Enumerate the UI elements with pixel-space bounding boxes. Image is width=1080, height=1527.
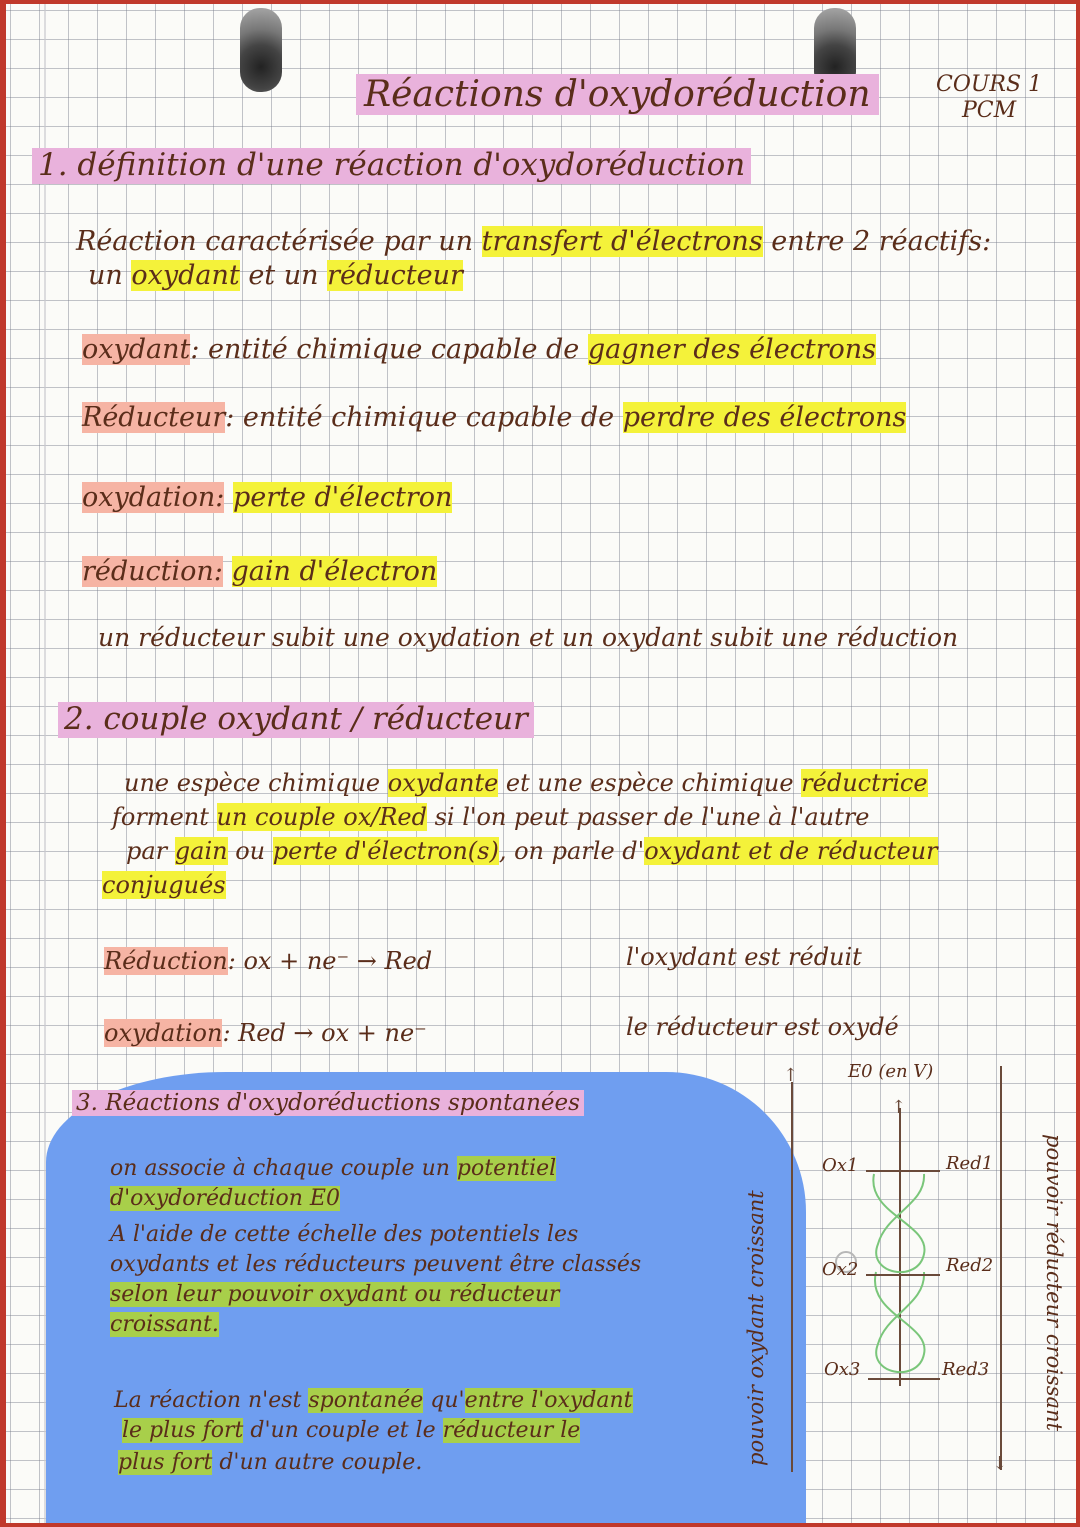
s3-p1-text: on associe à chaque couple un bbox=[110, 1156, 457, 1181]
s2-p1-text-a: une espèce chimique bbox=[124, 769, 388, 797]
s2-p2-text-a: forment bbox=[112, 803, 217, 831]
s3-p7-text-b: qu' bbox=[423, 1388, 465, 1413]
eq-reduction-note: l'oxydant est réduit bbox=[626, 943, 862, 971]
couple1-line bbox=[866, 1170, 940, 1172]
page-title: Réactions d'oxydoréduction bbox=[356, 74, 879, 115]
reducteur-word: réducteur bbox=[327, 260, 463, 291]
diagram-curves bbox=[6, 4, 1076, 1523]
s2-p3-text-c: , on parle d' bbox=[498, 837, 645, 865]
couple2-line bbox=[866, 1274, 940, 1276]
line2-text-a: un bbox=[88, 260, 132, 291]
def-oxydant-highlight: gagner des électrons bbox=[587, 334, 877, 365]
oxydant-word: oxydant bbox=[131, 260, 240, 291]
s3-p8-text: d'un couple et le bbox=[243, 1418, 443, 1443]
oxydation-highlight: perte d'électron bbox=[232, 482, 453, 513]
s2-p3-conjugues-pair: oxydant et de réducteur bbox=[644, 837, 938, 865]
ox3-label: Ox3 bbox=[824, 1359, 861, 1380]
eq-reduction-formula: : ox + ne⁻ → Red bbox=[227, 947, 433, 975]
s2-p3-text-a: par bbox=[126, 837, 175, 865]
section2-heading: 2. couple oxydant / réducteur bbox=[58, 702, 534, 738]
intro-highlight: transfert d'électrons bbox=[481, 226, 763, 257]
s3-p6-text: croissant. bbox=[110, 1312, 219, 1337]
eq-reduction-term: Réduction bbox=[104, 947, 228, 975]
red3-label: Red3 bbox=[942, 1359, 990, 1380]
eq-oxydation-note: le réducteur est oxydé bbox=[626, 1013, 899, 1041]
s2-p1-text-b: et une espèce chimique bbox=[498, 769, 802, 797]
s3-p7-spontanee: spontanée bbox=[308, 1388, 424, 1413]
s2-p1-oxydante: oxydante bbox=[387, 769, 499, 797]
def-reducteur-text: : entité chimique capable de bbox=[225, 402, 623, 433]
s2-p3-gain: gain bbox=[174, 837, 228, 865]
s2-p1-reductrice: réductrice bbox=[801, 769, 928, 797]
left-arrow-head-icon: ↑ bbox=[783, 1065, 799, 1086]
s2-p3-perte: perte d'électron(s) bbox=[272, 837, 499, 865]
oxydation-term: oxydation: bbox=[82, 482, 225, 513]
red1-label: Red1 bbox=[946, 1153, 994, 1174]
right-axis-label: pouvoir réducteur croissant bbox=[1042, 1134, 1066, 1432]
left-axis-label: pouvoir oxydant croissant bbox=[744, 1190, 768, 1466]
s3-p1-potentiel: potentiel bbox=[456, 1156, 557, 1181]
red2-label: Red2 bbox=[946, 1255, 994, 1276]
def-reducteur-term: Réducteur bbox=[82, 402, 226, 433]
s3-p2-e0: d'oxydoréduction E0 bbox=[110, 1186, 340, 1211]
section1-summary: un réducteur subit une oxydation et un oxydant subit une réduction bbox=[98, 623, 959, 652]
s2-p4-conjugues: conjugués bbox=[102, 871, 226, 899]
eq-oxydation-term: oxydation bbox=[104, 1019, 223, 1047]
section1-heading: 1. définition d'une réaction d'oxydoréduction bbox=[32, 148, 751, 184]
course-code: PCM bbox=[961, 98, 1017, 124]
s2-p3-text-b: ou bbox=[227, 837, 273, 865]
couple3-line bbox=[868, 1378, 940, 1380]
reduction-term: réduction: bbox=[82, 556, 223, 587]
diagram-axis-label: E0 (en V) bbox=[848, 1061, 934, 1082]
intro-text-b: entre 2 réactifs: bbox=[762, 226, 992, 257]
section3-p4: oxydants et les réducteurs peuvent être classés bbox=[110, 1252, 642, 1277]
def-reducteur-highlight: perdre des électrons bbox=[622, 402, 907, 433]
e0-arrow-head-icon: ↑ bbox=[891, 1097, 907, 1118]
s3-p9-plus-fort: plus fort bbox=[118, 1450, 213, 1475]
section3-p3: A l'aide de cette échelle des potentiels les bbox=[110, 1222, 579, 1247]
s2-p2-couple: un couple ox/Red bbox=[216, 803, 427, 831]
s3-p7-text-a: La réaction n'est bbox=[114, 1388, 309, 1413]
s3-p7-oxydant: entre l'oxydant bbox=[464, 1388, 633, 1413]
def-oxydant-text: : entité chimique capable de bbox=[190, 334, 588, 365]
right-arrow-head-icon: ↓ bbox=[992, 1453, 1008, 1474]
section3-heading: 3. Réactions d'oxydoréductions spontanées bbox=[72, 1090, 584, 1116]
s3-p8-plus-fort: le plus fort bbox=[122, 1418, 244, 1443]
s3-p5-text: selon leur pouvoir oxydant ou réducteur bbox=[110, 1282, 560, 1307]
ox1-label: Ox1 bbox=[822, 1155, 859, 1176]
eq-oxydation-formula: : Red → ox + ne⁻ bbox=[222, 1019, 427, 1047]
s3-p8-reducteur: réducteur le bbox=[442, 1418, 581, 1443]
reduction-highlight: gain d'électron bbox=[231, 556, 438, 587]
s2-p2-text-b: si l'on peut passer de l'une à l'autre bbox=[426, 803, 870, 831]
s3-p9-text: d'un autre couple. bbox=[212, 1450, 423, 1475]
ox2-label: Ox2 bbox=[822, 1259, 859, 1280]
def-oxydant-term: oxydant bbox=[82, 334, 191, 365]
line2-text-b: et un bbox=[239, 260, 328, 291]
intro-text-a: Réaction caractérisée par un bbox=[76, 226, 482, 257]
course-number: COURS 1 bbox=[936, 72, 1043, 97]
notebook-page bbox=[6, 4, 1076, 1523]
